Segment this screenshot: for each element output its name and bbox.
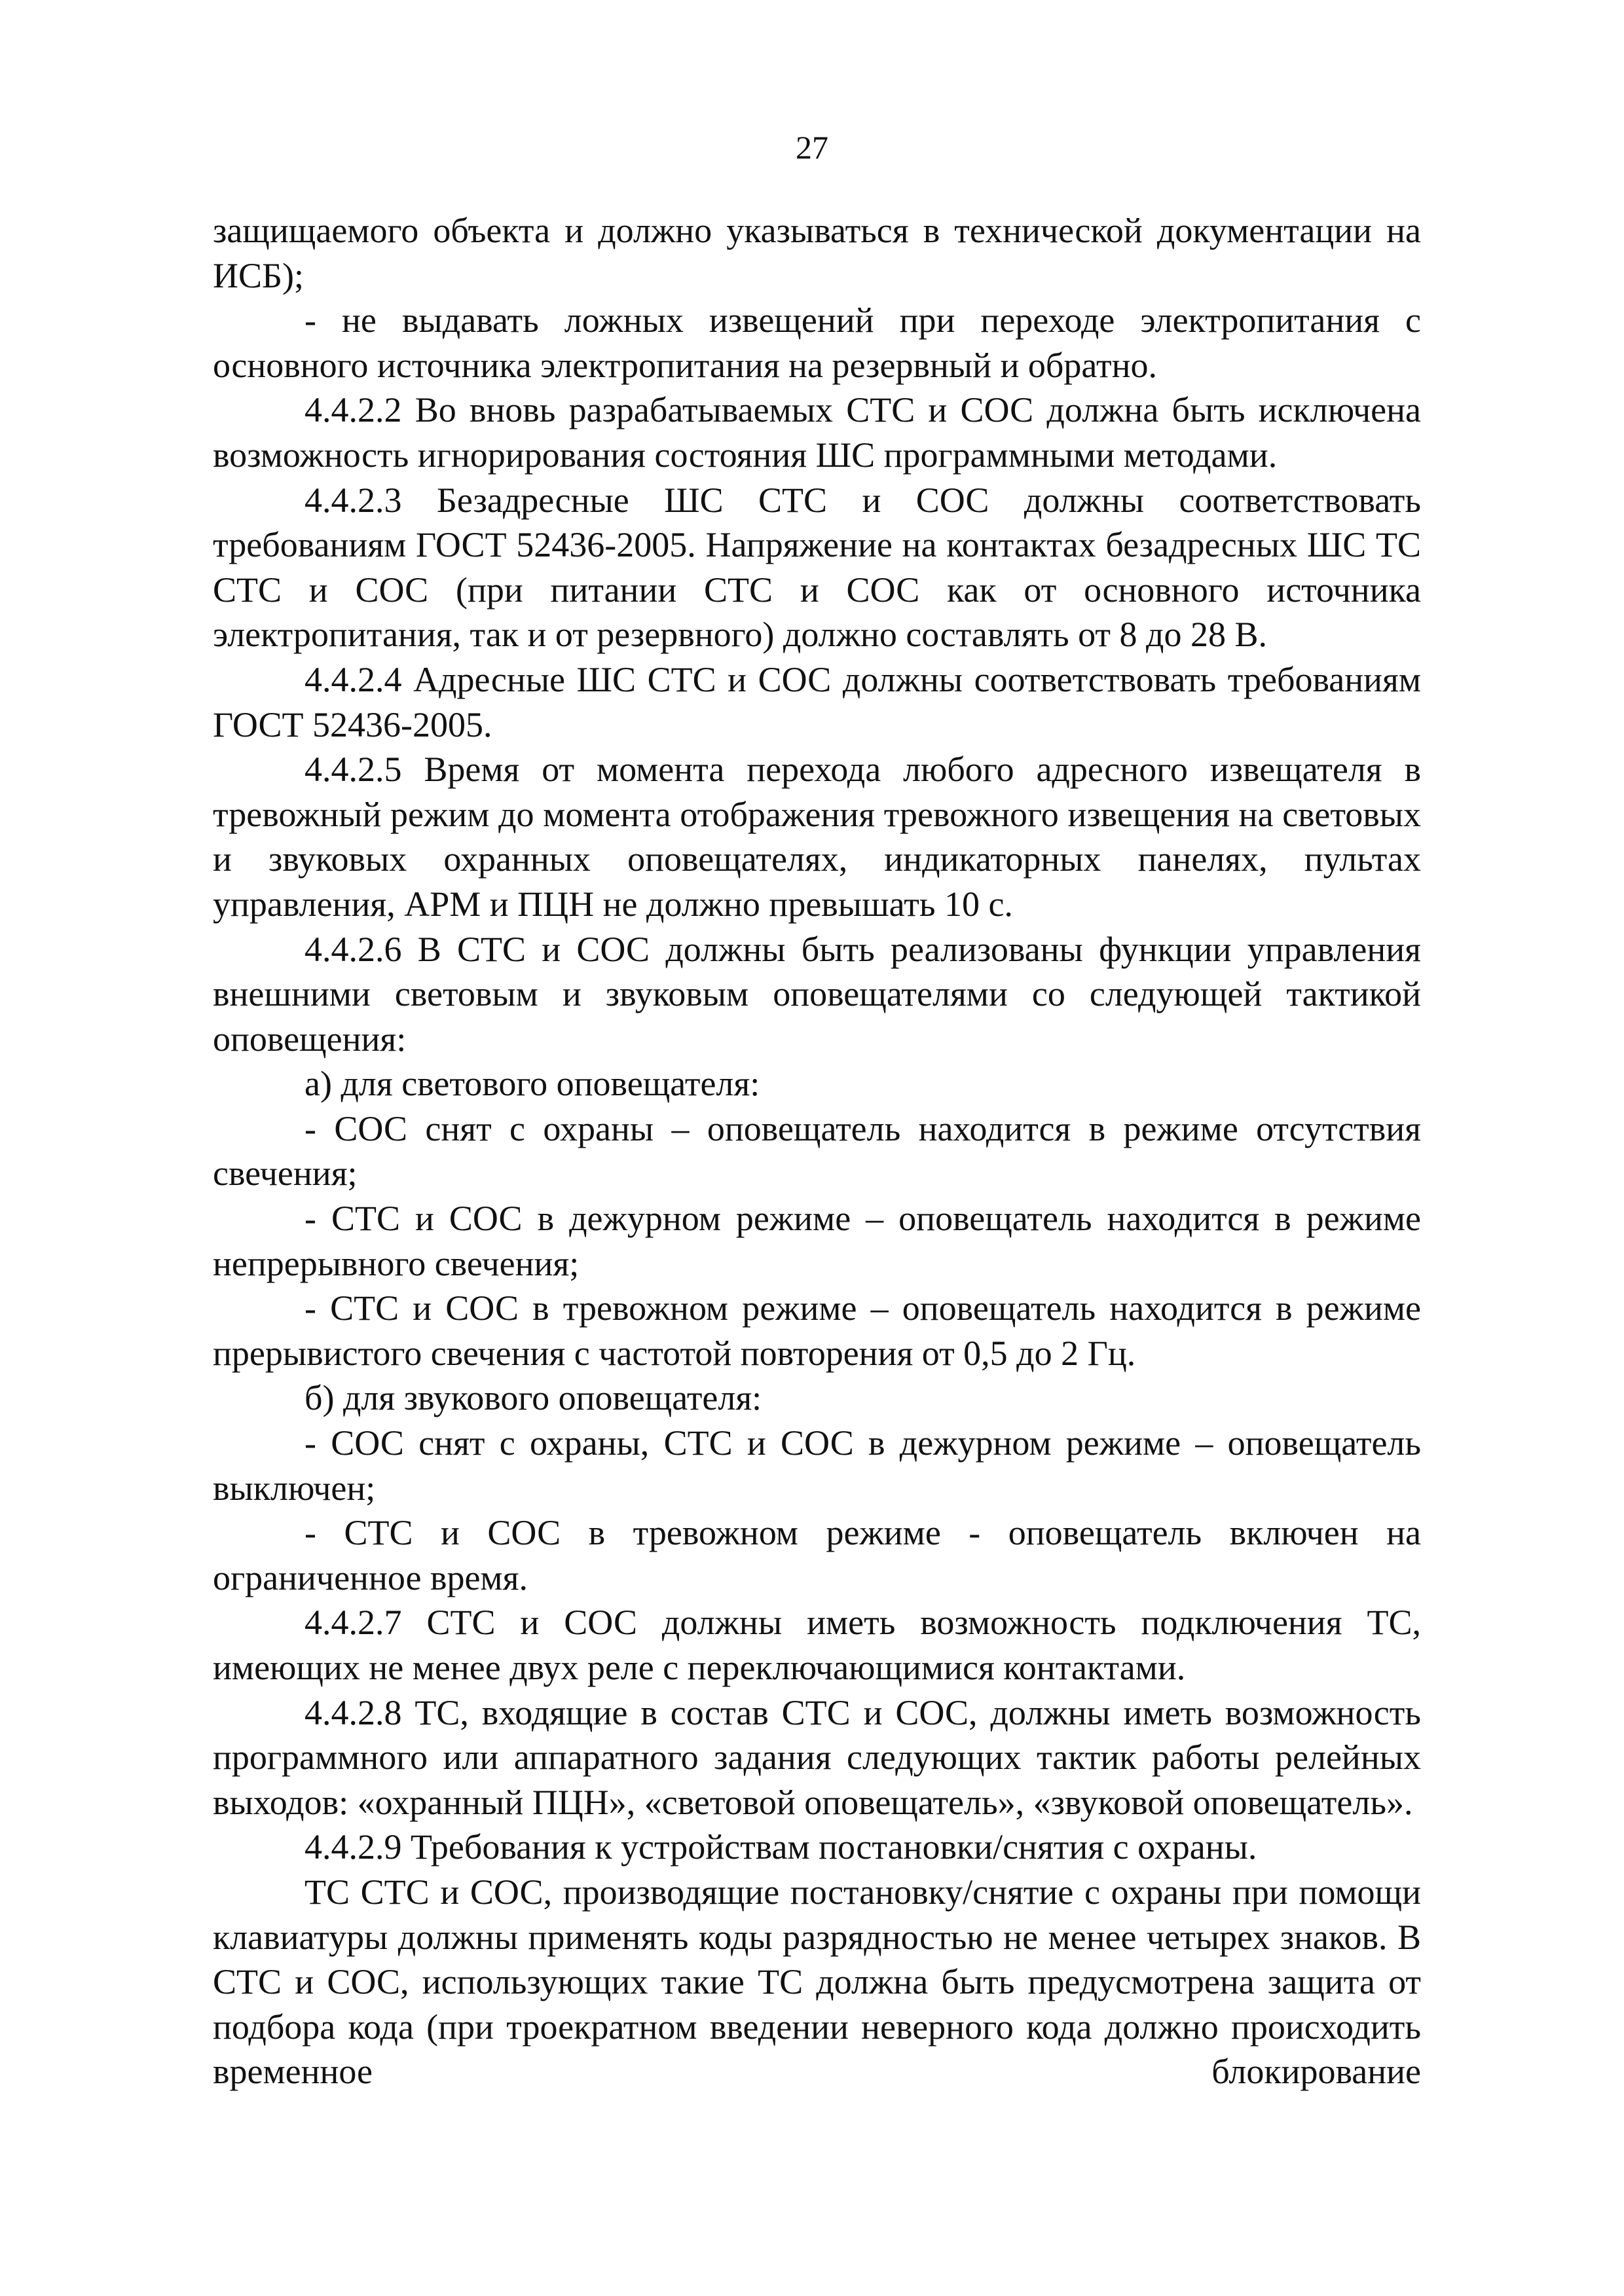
paragraph-light-standby: - СТС и СОС в дежурном режиме – оповещатель находится в режиме непрерывного свечения; [213,1199,1421,1283]
page-number: 27 [796,129,828,166]
paragraph-4-4-2-4: 4.4.2.4 Адресные ШС СТС и СОС должны соответствовать требованиям ГОСТ 52436-2005. [213,659,1421,744]
paragraph-4-4-2-9: 4.4.2.9 Требования к устройствам постановки/снятия с охраны. [304,1827,1257,1867]
paragraph-continuation: защищаемого объекта и должно указываться в технической документации на ИСБ); [213,211,1421,295]
paragraph-light-alarm: - СТС и СОС в тревожном режиме – оповещатель находится в режиме прерывистого свечения с частотой повторения от 0,5 до 2 Гц. [213,1288,1421,1373]
paragraph-4-4-2-2: 4.4.2.2 Во вновь разрабатываемых СТС и СОС должна быть исключена возможность игнорирования состояния ШС программными методами. [213,390,1421,475]
paragraph-4-4-2-6: 4.4.2.6 В СТС и СОС должны быть реализованы функции управления внешними световым и звуковым оповещателями со следующей тактикой оповещения: [213,929,1421,1059]
paragraph-sound-notifier-heading: б) для звукового оповещателя: [304,1378,762,1418]
paragraph-sound-disarmed: - СОС снят с охраны, СТС и СОС в дежурном режиме – оповещатель выключен; [213,1423,1421,1508]
paragraph-power-switch: - не выдавать ложных извещений при переходе электропитания с основного источника электропитания на резервный и обратно. [213,301,1421,385]
paragraph-4-4-2-8: 4.4.2.8 ТС, входящие в состав СТС и СОС, должны иметь возможность программного или аппаратного задания следующих тактик работы релейных выходов: «охранный ПЦН», «световой оповещатель», «звуковой оповещатель». [213,1692,1421,1822]
paragraph-sound-alarm: - СТС и СОС в тревожном режиме - оповещатель включен на ограниченное время. [213,1513,1421,1597]
paragraph-light-disarmed: - СОС снят с охраны – оповещатель находится в режиме отсутствия свечения; [213,1108,1421,1194]
paragraph-4-4-2-5: 4.4.2.5 Время от момента перехода любого адресного извещателя в тревожный режим до момента отображения тревожного извещения на световых и звуковых охранных оповещателях, индикаторных панелях, пультах управления, АРМ и ПЦН не должно превышать 10 с. [213,750,1421,924]
paragraph-4-4-2-7: 4.4.2.7 СТС и СОС должны иметь возможность подключения ТС, имеющих не менее двух реле с переключающимися контактами. [213,1603,1421,1687]
paragraph-4-4-2-3: 4.4.2.3 Безадресные ШС СТС и СОС должны соответствовать требованиям ГОСТ 52436-2005. Напряжение на контактах безадресных ШС ТС СТС и СОС (при питании СТС и СОС как от основного источника электропитания, так и от резервного) должно составлять от 8 до 28 В. [213,480,1421,655]
paragraph-keypad-codes: ТС СТС и СОС, производящие постановку/снятие с охраны при помощи клавиатуры должны применять коды разрядностью не менее четырех знаков. В СТС и СОС, использующих такие ТС должна быть предусмотрена защита от подбора кода (при троекратном введении неверного кода должно происходить временное блокирование [213,1872,1421,2092]
page-body [213,208,1421,2094]
paragraph-light-notifier-heading: а) для светового оповещателя: [304,1064,760,1104]
